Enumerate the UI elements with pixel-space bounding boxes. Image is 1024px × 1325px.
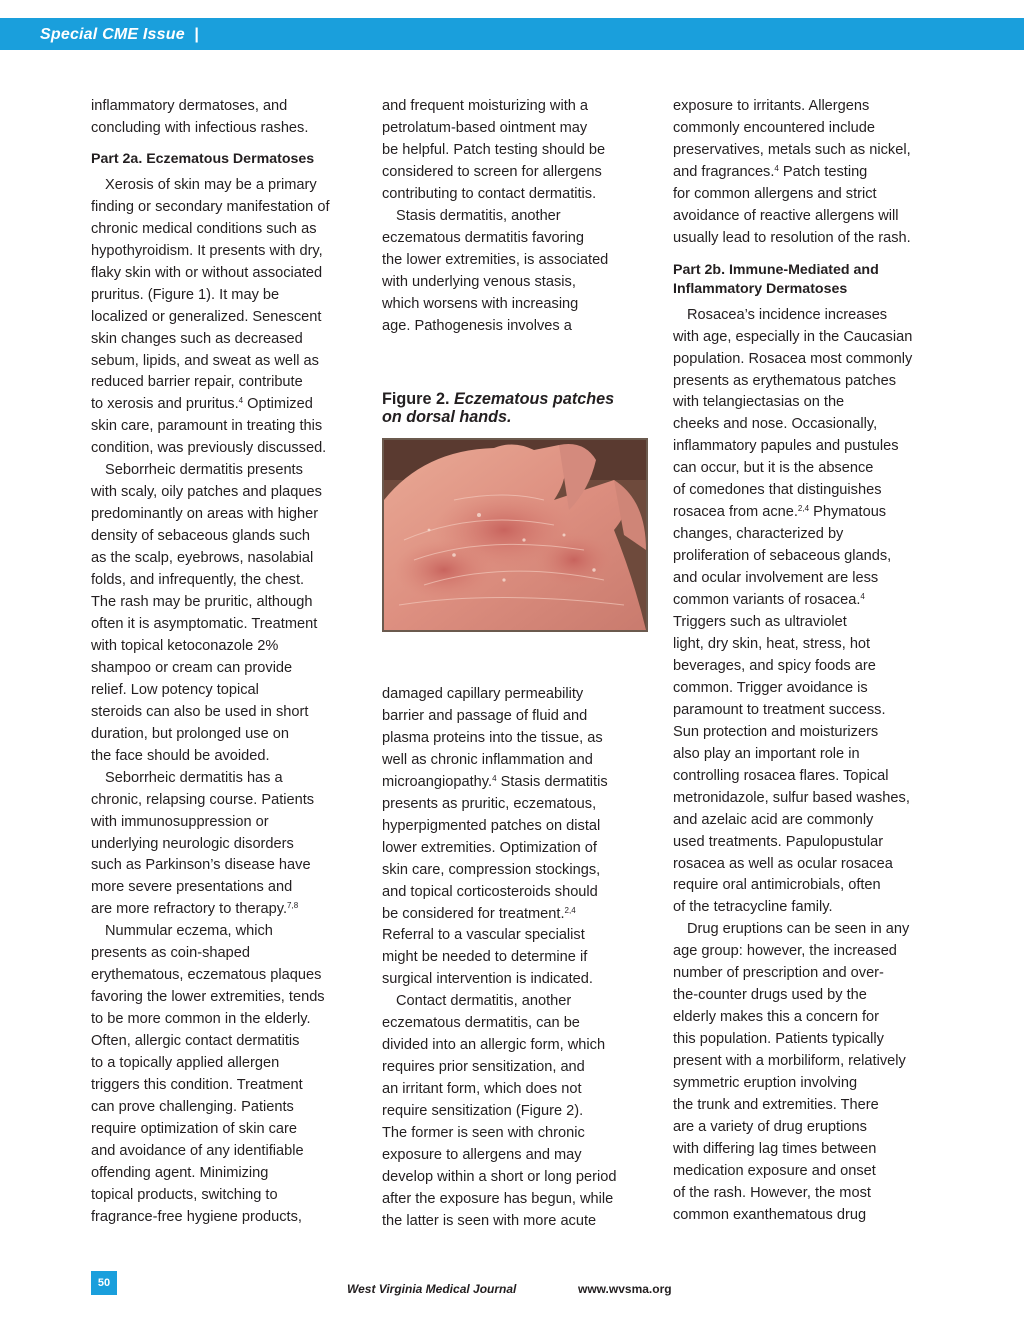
text-fragment: be considered for treatment. — [382, 905, 565, 922]
header-bar — [0, 18, 1024, 50]
text-line: with age, especially in the Caucasian — [673, 328, 913, 345]
citation-ref: 2,4 — [564, 905, 576, 915]
text-line: eczematous dermatitis favoring — [382, 229, 584, 246]
text-line — [91, 394, 363, 416]
text-line: might be needed to determine if — [382, 949, 588, 966]
text-line: finding or secondary manifestation of — [91, 198, 330, 215]
text-line: requires prior sensitization, and — [382, 1059, 585, 1076]
footer-journal-name: West Virginia Medical Journal — [347, 1282, 517, 1296]
text-line: rosacea as well as ocular rosacea — [673, 855, 893, 872]
text-line: more severe presentations and — [91, 879, 293, 896]
text-line: plasma proteins into the tissue, as — [382, 729, 603, 746]
text-line: flaky skin with or without associated — [91, 264, 323, 281]
text-line: reduced barrier repair, contribute — [91, 374, 303, 391]
text-line: folds, and infrequently, the chest. — [91, 572, 305, 589]
text-line: and frequent moisturizing with a — [382, 98, 589, 114]
text-fragment: common variants of rosacea. — [673, 592, 861, 609]
text-fragment: Patch testing — [778, 163, 868, 180]
text-line: commonly encountered include — [673, 119, 875, 136]
text-line: skin changes such as decreased — [91, 330, 303, 347]
text-line: eczematous dermatitis, can be — [382, 1015, 580, 1032]
text-line: number of prescription and over- — [673, 965, 884, 982]
text-line: this population. Patients typically — [673, 1031, 884, 1048]
text-line: contributing to contact dermatitis. — [382, 185, 597, 202]
text-line: light, dry skin, heat, stress, hot — [673, 635, 871, 652]
citation-ref: 4 — [774, 163, 779, 173]
text-line: predominantly on areas with higher — [91, 506, 319, 523]
text-line: with immunosuppression or — [91, 813, 269, 830]
text-line: as the scalp, eyebrows, nasolabial — [91, 550, 314, 567]
text-line — [673, 590, 945, 612]
section-heading-line: Inflammatory Dermatoses — [673, 280, 848, 297]
text-line: the-counter drugs used by the — [673, 987, 867, 1004]
text-line: symmetric eruption involving — [673, 1075, 858, 1092]
citation-ref: 7,8 — [287, 901, 299, 911]
text-line: the latter is seen with more acute — [382, 1212, 597, 1229]
text-line: relief. Low potency topical — [91, 681, 259, 698]
text-line: common. Trigger avoidance is — [673, 679, 868, 696]
figure-label: Figure 2. — [382, 390, 450, 408]
text-line: Drug eruptions can be seen in any — [687, 921, 910, 938]
text-line: medication exposure and onset — [673, 1162, 876, 1179]
text-line: considered to screen for allergens — [382, 163, 602, 180]
text-fragment: Optimized — [243, 396, 313, 413]
text-line: divided into an allergic form, which — [382, 1037, 606, 1054]
text-line: inflammatory papules and pustules — [673, 438, 899, 455]
text-line: are a variety of drug eruptions — [673, 1118, 867, 1135]
text-line: The former is seen with chronic — [382, 1125, 585, 1142]
citation-ref: 4 — [238, 396, 244, 406]
text-line: hypothyroidism. It presents with dry, — [91, 242, 323, 259]
text-line: The rash may be pruritic, although — [91, 594, 313, 611]
text-line: density of sebaceous glands such — [91, 528, 311, 545]
text-fragment: microangiopathy. — [382, 773, 493, 790]
text-line: pruritus. (Figure 1). It may be — [91, 286, 280, 303]
text-line: condition, was previously discussed. — [91, 440, 327, 457]
text-line: Contact dermatitis, another — [396, 993, 572, 1010]
text-line: exposure to allergens and may — [382, 1147, 582, 1164]
text-line: with differing lag times between — [673, 1140, 877, 1157]
text-line: duration, but prolonged use on — [91, 725, 289, 742]
text-line: proliferation of sebaceous glands, — [673, 548, 892, 565]
text-line: well as chronic inflammation and — [382, 751, 593, 768]
text-line: avoidance of reactive allergens will — [673, 207, 899, 224]
text-line: beverages, and spicy foods are — [673, 657, 876, 674]
text-fragment: Phymatous — [809, 504, 887, 521]
text-line: age group: however, the increased — [673, 943, 897, 960]
figure-caption — [382, 390, 654, 426]
text-line: favoring the lower extremities, tends — [91, 989, 325, 1006]
text-line: steroids can also be used in short — [91, 703, 309, 720]
text-line: also play an important role in — [673, 745, 860, 762]
text-fragment: Stasis dermatitis — [496, 773, 608, 790]
text-line: Sun protection and moisturizers — [673, 723, 879, 740]
text-line: elderly makes this a concern for — [673, 1009, 880, 1026]
text-line: and ocular involvement are less — [673, 570, 879, 587]
text-line: presents as pruritic, eczematous, — [382, 795, 597, 812]
figure-image-hand — [382, 438, 648, 632]
text-line: presents as coin-shaped — [91, 945, 251, 962]
text-line: and topical corticosteroids should — [382, 883, 598, 900]
text-line — [382, 904, 654, 926]
text-line: chronic, relapsing course. Patients — [91, 791, 315, 808]
text-fragment: to xerosis and pruritus. — [91, 396, 239, 413]
text-line: to a topically applied allergen — [91, 1055, 280, 1072]
text-line: and avoidance of any identifiable — [91, 1142, 304, 1159]
text-line: metronidazole, sulfur based washes, — [673, 789, 910, 806]
text-line: concluding with infectious rashes. — [91, 119, 309, 136]
text-line — [673, 502, 945, 524]
text-line: the lower extremities, is associated — [382, 251, 609, 268]
text-line: of the tetracycline family. — [673, 899, 833, 916]
text-line: often it is asymptomatic. Treatment — [91, 615, 318, 632]
text-line: for common allergens and strict — [673, 185, 877, 202]
text-line: shampoo or cream can provide — [91, 659, 293, 676]
text-line: can prove challenging. Patients — [91, 1098, 294, 1115]
text-line: usually lead to resolution of the rash. — [673, 229, 911, 246]
text-line: Xerosis of skin may be a primary — [105, 176, 317, 193]
text-line: triggers this condition. Treatment — [91, 1076, 303, 1093]
text-column-1 — [91, 96, 363, 1229]
citation-ref: 2,4 — [797, 504, 810, 514]
text-line: topical products, switching to — [91, 1186, 278, 1203]
text-line: with underlying venous stasis, — [382, 273, 576, 290]
text-line: can occur, but it is the absence — [673, 460, 874, 477]
text-line: common exanthematous drug — [673, 1206, 867, 1223]
text-line: inflammatory dermatoses, and — [91, 98, 288, 114]
text-line: the face should be avoided. — [91, 747, 270, 764]
text-line: skin care, compression stockings, — [382, 861, 601, 878]
citation-ref: 4 — [860, 592, 865, 602]
text-line: require optimization of skin care — [91, 1120, 298, 1137]
text-line — [91, 899, 363, 921]
text-line: surgical intervention is indicated. — [382, 971, 593, 988]
text-line: be helpful. Patch testing should be — [382, 141, 606, 158]
text-line: hyperpigmented patches on distal — [382, 817, 601, 834]
text-line: skin care, paramount in treating this — [91, 418, 323, 435]
text-line: erythematous, eczematous plaques — [91, 967, 322, 984]
text-column-2 — [382, 96, 654, 1229]
text-line: of comedones that distinguishes — [673, 482, 882, 499]
text-line: exposure to irritants. Allergens — [673, 98, 870, 114]
text-line: underlying neurologic disorders — [91, 835, 294, 852]
text-line: with telangiectasias on the — [673, 394, 845, 411]
text-line: and azelaic acid are commonly — [673, 811, 874, 828]
section-heading: Part 2a. Eczematous Dermatoses — [91, 150, 315, 167]
text-line: Often, allergic contact dermatitis — [91, 1033, 300, 1050]
text-line: Referral to a vascular specialist — [382, 927, 585, 944]
text-line: present with a morbiliform, relatively — [673, 1053, 906, 1070]
text-line: offending agent. Minimizing — [91, 1164, 269, 1181]
text-line: used treatments. Papulopustular — [673, 833, 884, 850]
figure-caption-line — [382, 390, 654, 408]
text-block — [382, 684, 654, 1233]
text-line: Seborrheic dermatitis has a — [105, 769, 283, 786]
text-line — [382, 772, 654, 794]
text-line: require oral antimicrobials, often — [673, 877, 881, 894]
text-line: lower extremities. Optimization of — [382, 839, 597, 856]
text-line: the trunk and extremities. There — [673, 1096, 879, 1113]
text-line: which worsens with increasing — [382, 295, 579, 312]
text-line: age. Pathogenesis involves a — [382, 317, 572, 334]
text-line: Seborrheic dermatitis presents — [105, 462, 303, 479]
text-line: petrolatum-based ointment may — [382, 119, 588, 136]
text-line: Triggers such as ultraviolet — [673, 614, 847, 631]
text-line: barrier and passage of fluid and — [382, 707, 588, 724]
text-column-3 — [673, 96, 945, 1227]
text-line: fragrance-free hygiene products, — [91, 1208, 302, 1225]
text-line — [673, 162, 945, 184]
citation-ref: 4 — [492, 773, 497, 783]
text-fragment: rosacea from acne. — [673, 504, 798, 521]
footer-website-link[interactable]: www.wvsma.org — [578, 1282, 672, 1296]
text-line: population. Rosacea most commonly — [673, 350, 913, 367]
text-line: an irritant form, which does not — [382, 1081, 582, 1098]
text-line: after the exposure has begun, while — [382, 1190, 614, 1207]
text-line: preservatives, metals such as nickel, — [673, 141, 911, 158]
text-line: require sensitization (Figure 2). — [382, 1103, 584, 1120]
figure-title: on dorsal hands. — [382, 408, 512, 426]
text-line: Stasis dermatitis, another — [396, 207, 561, 224]
text-line: chronic medical conditions such as — [91, 220, 317, 237]
text-line: localized or generalized. Senescent — [91, 308, 322, 325]
section-heading-line: Part 2b. Immune-Mediated and — [673, 261, 879, 278]
text-line: paramount to treatment success. — [673, 701, 886, 718]
figure-title: Eczematous patches — [453, 390, 615, 408]
text-line: Nummular eczema, which — [105, 923, 273, 940]
text-fragment: are more refractory to therapy. — [91, 901, 288, 918]
text-line: with scaly, oily patches and plaques — [91, 484, 322, 501]
text-line: presents as erythematous patches — [673, 372, 897, 389]
text-line: of the rash. However, the most — [673, 1184, 871, 1201]
text-line: sebum, lipids, and sweat as well as — [91, 352, 319, 369]
header-title: Special CME Issue | — [40, 26, 199, 43]
text-line: controlling rosacea flares. Topical — [673, 767, 889, 784]
text-line: to be more common in the elderly. — [91, 1011, 311, 1028]
text-line: with topical ketoconazole 2% — [91, 637, 279, 654]
section-heading — [673, 261, 945, 299]
text-line: such as Parkinson’s disease have — [91, 857, 311, 874]
text-fragment: and fragrances. — [673, 163, 775, 180]
text-line: cheeks and nose. Occasionally, — [673, 416, 878, 433]
text-line: Rosacea’s incidence increases — [687, 306, 888, 323]
text-line: develop within a short or long period — [382, 1168, 617, 1185]
page-number: 50 — [91, 1271, 117, 1295]
text-line: changes, characterized by — [673, 526, 844, 543]
text-line: damaged capillary permeability — [382, 686, 584, 702]
